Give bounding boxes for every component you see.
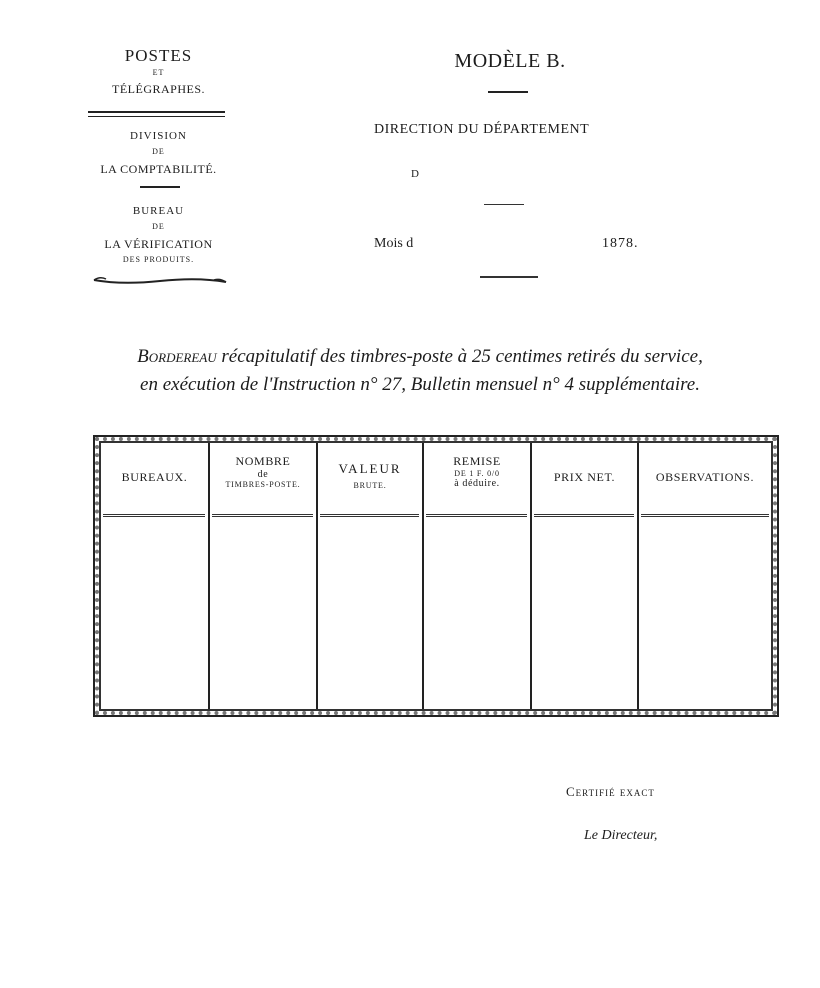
double-rule-divider	[88, 111, 225, 117]
header-rule-3	[480, 276, 538, 278]
departement-name-prefix: D	[411, 168, 419, 180]
column-header-observations: OBSERVATIONS.	[655, 470, 755, 484]
division-label: DIVISION	[130, 130, 187, 142]
telegraphes-label: TÉLÉGRAPHES.	[112, 82, 205, 96]
verification-label: LA VÉRIFICATION	[104, 237, 213, 251]
valeur-line-2: BRUTE.	[353, 480, 387, 490]
header-underline	[426, 514, 527, 517]
column-header-remise	[424, 455, 530, 489]
title-line-1-text: récapitulatif des timbres-poste à 25 centimes retirés du service,	[216, 346, 703, 367]
nombre-line-3: TIMBRES-POSTE.	[225, 480, 301, 490]
produits-label: DES PRODUITS.	[122, 255, 195, 264]
certifie-exact-label: Certifié exact	[566, 784, 655, 799]
title-line-1	[60, 346, 780, 368]
nombre-line-2: de	[257, 468, 269, 480]
header-underline	[534, 514, 634, 517]
header-underline	[320, 514, 419, 517]
bureau-label: BUREAU	[132, 205, 185, 217]
header-underline	[212, 514, 313, 517]
mois-label: Mois d	[374, 236, 414, 251]
column-header-bureaux: BUREAUX.	[121, 470, 188, 484]
nombre-line-1: NOMBRE	[235, 454, 291, 468]
year-label: 1878.	[602, 236, 639, 251]
header-rule-2	[484, 204, 524, 205]
header-underline	[103, 514, 205, 517]
remise-line-2: DE 1 F. 0/0	[454, 468, 500, 478]
header-underline	[641, 514, 769, 517]
header-rule-1	[488, 91, 528, 93]
de-label-1: DE	[152, 147, 165, 156]
remise-line-1: REMISE	[453, 454, 501, 468]
column-header-prix-net: PRIX NET.	[553, 470, 616, 484]
comptabilite-label: LA COMPTABILITÉ.	[100, 162, 217, 176]
valeur-line-1: VALEUR	[338, 461, 402, 476]
title-lead-word: Bordereau	[137, 346, 217, 367]
postes-label: POSTES	[124, 46, 193, 65]
direction-label: DIRECTION DU DÉPARTEMENT	[374, 122, 590, 137]
title-line-2: en exécution de l'Instruction n° 27, Bulletin mensuel n° 4 supplémentaire.	[140, 374, 700, 395]
et-label: ET	[152, 68, 165, 77]
remise-line-3: à déduire.	[454, 477, 500, 489]
swash-ornament-icon	[92, 272, 228, 286]
column-header-nombre	[210, 455, 316, 489]
de-label-2: DE	[152, 222, 165, 231]
modele-title: MODÈLE B.	[454, 50, 566, 72]
column-header-valeur	[318, 462, 422, 490]
directeur-label: Le Directeur,	[584, 828, 658, 843]
short-rule-divider	[140, 186, 180, 188]
